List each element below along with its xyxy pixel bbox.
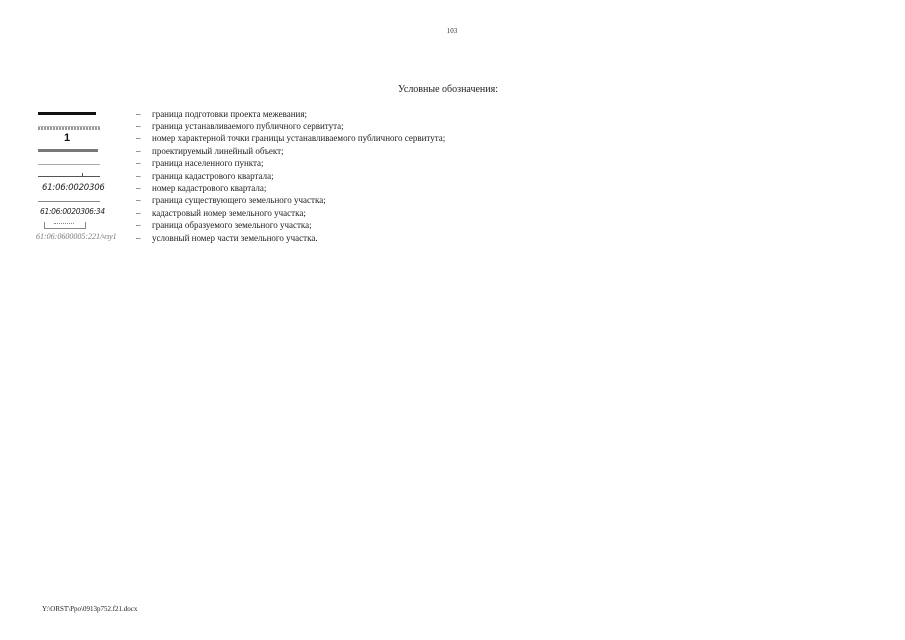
legend-row-point-number [36,133,556,145]
legend-symbol-thick-black-line [36,108,132,120]
legend [36,108,556,244]
legend-label: граница существующего земельного участка; [152,195,326,206]
part-number-sample: 61:06:0600005:221/чзу1 [36,232,117,242]
legend-symbol-part-number [36,232,132,244]
legend-symbol-existing-plot-line [36,195,132,207]
legend-symbol-quarter-number [36,183,132,195]
legend-dash: – [136,158,141,169]
legend-symbol-point-number [36,133,132,145]
legend-symbol-hatched-gray-line [36,121,132,133]
legend-symbol-quarter-boundary-line [36,170,132,182]
legend-symbol-new-plot-outline [36,220,132,232]
legend-dash: – [136,170,141,181]
legend-row-part-number [36,232,556,244]
legend-row-servitude-boundary [36,120,556,132]
legend-row-settlement-boundary [36,158,556,170]
legend-label: граница устанавливаемого публичного сервитута; [152,121,344,132]
legend-dash: – [136,207,141,218]
legend-symbol-cadastral-number [36,207,132,219]
legend-dash: – [136,133,141,144]
legend-title: Условные обозначения: [398,84,499,95]
legend-row-quarter-boundary [36,170,556,182]
legend-label: граница кадастрового квартала; [152,170,274,181]
legend-dash: – [136,121,141,132]
legend-dash: – [136,145,141,156]
point-number-sample: 1 [64,131,71,144]
legend-dash: – [136,183,141,194]
legend-row-cadastral-number [36,207,556,219]
footer-file-path: Y:\ORST\Ppo\0913p752.f21.docx [42,605,138,613]
legend-label: номер характерной точки границы устанавливаемого публичного сервитута; [152,133,446,144]
legend-dash: – [136,108,141,119]
legend-row-new-plot [36,220,556,232]
legend-dash: – [136,195,141,206]
legend-label: граница населенного пункта; [152,158,264,169]
legend-symbol-thick-gray-line [36,145,132,157]
legend-row-linear-object [36,145,556,157]
legend-row-quarter-number [36,182,556,194]
legend-label: кадастровый номер земельного участка; [152,207,306,218]
cadastral-number-sample: 61:06:0020306:34 [40,207,105,217]
legend-label: граница образуемого земельного участка; [152,220,312,231]
legend-symbol-thin-gray-line [36,158,132,170]
legend-label: проектируемый линейный объект; [152,145,284,156]
legend-label: номер кадастрового квартала; [152,183,267,194]
legend-dash: – [136,220,141,231]
legend-row-project-boundary [36,108,556,120]
legend-label: граница подготовки проекта межевания; [152,108,308,119]
page-number: 103 [446,27,458,35]
quarter-number-sample: 61:06:0020306 [42,182,105,193]
legend-row-existing-plot [36,195,556,207]
legend-label: условный номер части земельного участка. [152,232,318,243]
legend-dash: – [136,232,141,243]
